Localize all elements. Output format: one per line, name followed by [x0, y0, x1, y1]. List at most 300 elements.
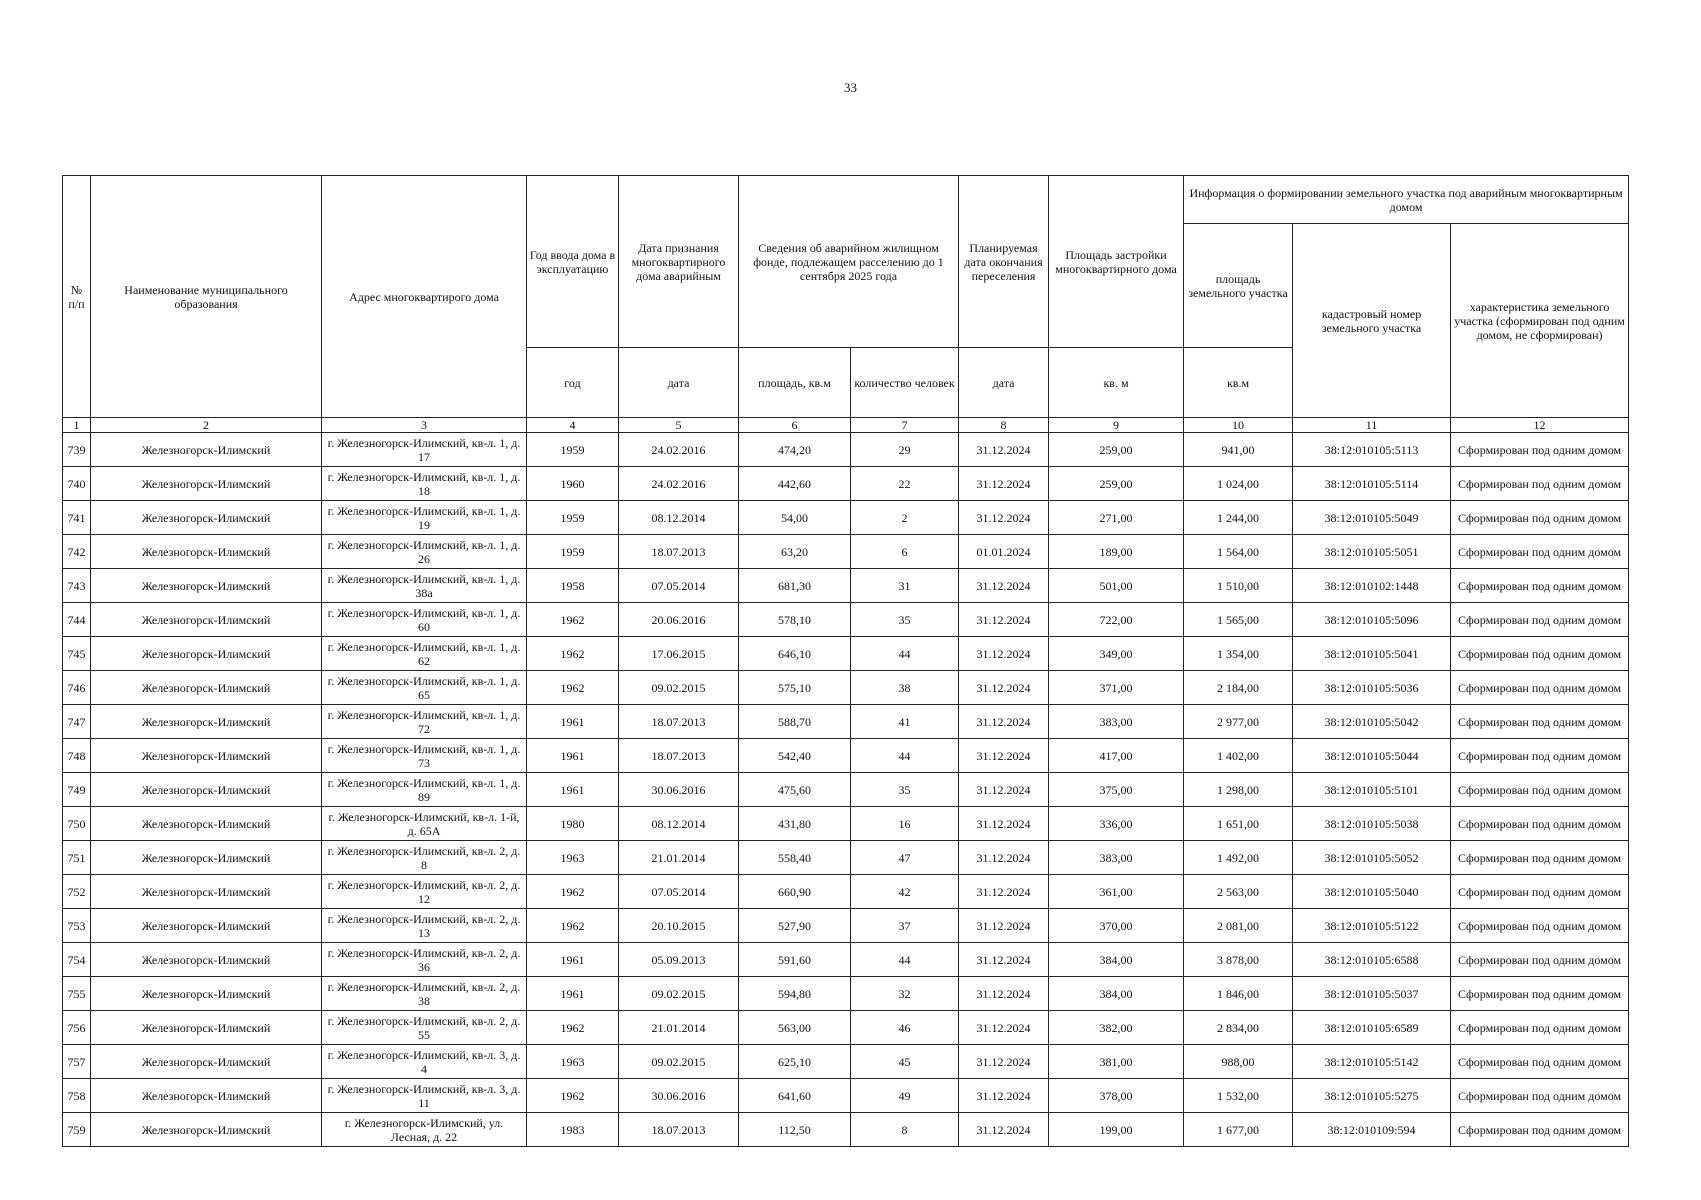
table-row [63, 909, 1629, 943]
year-built: 1962 [527, 1011, 619, 1045]
date-emergency: 20.06.2016 [619, 603, 739, 637]
planned-date: 31.12.2024 [959, 977, 1049, 1011]
year-built: 1963 [527, 841, 619, 875]
date-emergency: 18.07.2013 [619, 1113, 739, 1147]
land-characteristic: Сформирован под одним домом [1451, 1079, 1629, 1113]
land-area: 1 492,00 [1184, 841, 1293, 875]
land-characteristic: Сформирован под одним домом [1451, 603, 1629, 637]
land-characteristic: Сформирован под одним домом [1451, 841, 1629, 875]
planned-date: 31.12.2024 [959, 1113, 1049, 1147]
row-number: 753 [63, 909, 91, 943]
fund-area: 542,40 [739, 739, 851, 773]
planned-date: 31.12.2024 [959, 637, 1049, 671]
date-emergency: 30.06.2016 [619, 1079, 739, 1113]
date-emergency: 09.02.2015 [619, 1045, 739, 1079]
land-area: 1 244,00 [1184, 501, 1293, 535]
municipality: Железногорск-Илимский [91, 705, 322, 739]
land-characteristic: Сформирован под одним домом [1451, 501, 1629, 535]
building-area: 378,00 [1049, 1079, 1184, 1113]
table-row [63, 535, 1629, 569]
building-area: 501,00 [1049, 569, 1184, 603]
address: г. Железногорск-Илимский, ул. Лесная, д. 22 [322, 1113, 527, 1147]
people-count: 8 [851, 1113, 959, 1147]
building-area: 722,00 [1049, 603, 1184, 637]
fund-area: 588,70 [739, 705, 851, 739]
row-number: 743 [63, 569, 91, 603]
planned-date: 31.12.2024 [959, 807, 1049, 841]
table-row [63, 1011, 1629, 1045]
year-built: 1962 [527, 603, 619, 637]
cadastral-number: 38:12:010105:5036 [1293, 671, 1451, 705]
date-emergency: 21.01.2014 [619, 841, 739, 875]
building-area: 259,00 [1049, 467, 1184, 501]
land-area: 2 977,00 [1184, 705, 1293, 739]
row-number: 756 [63, 1011, 91, 1045]
address: г. Железногорск-Илимский, кв-л. 1, д. 65 [322, 671, 527, 705]
people-count: 42 [851, 875, 959, 909]
address: г. Железногорск-Илимский, кв-л. 3, д. 4 [322, 1045, 527, 1079]
land-area: 2 081,00 [1184, 909, 1293, 943]
fund-area: 575,10 [739, 671, 851, 705]
date-emergency: 18.07.2013 [619, 739, 739, 773]
land-characteristic: Сформирован под одним домом [1451, 739, 1629, 773]
address: г. Железногорск-Илимский, кв-л. 1, д. 18 [322, 467, 527, 501]
planned-date: 31.12.2024 [959, 1011, 1049, 1045]
cadastral-number: 38:12:010105:5051 [1293, 535, 1451, 569]
planned-date: 31.12.2024 [959, 739, 1049, 773]
page-number: 33 [844, 80, 857, 95]
row-number: 746 [63, 671, 91, 705]
table-row [63, 739, 1629, 773]
land-area: 1 354,00 [1184, 637, 1293, 671]
land-area: 1 510,00 [1184, 569, 1293, 603]
header-num: № п/п [63, 176, 91, 418]
planned-date: 31.12.2024 [959, 467, 1049, 501]
municipality: Железногорск-Илимский [91, 433, 322, 467]
municipality: Железногорск-Илимский [91, 773, 322, 807]
land-characteristic: Сформирован под одним домом [1451, 705, 1629, 739]
row-number: 747 [63, 705, 91, 739]
land-characteristic: Сформирован под одним домом [1451, 875, 1629, 909]
planned-date: 31.12.2024 [959, 569, 1049, 603]
address: г. Железногорск-Илимский, кв-л. 3, д. 11 [322, 1079, 527, 1113]
building-area: 349,00 [1049, 637, 1184, 671]
municipality: Железногорск-Илимский [91, 535, 322, 569]
fund-area: 112,50 [739, 1113, 851, 1147]
fund-area: 475,60 [739, 773, 851, 807]
fund-area: 660,90 [739, 875, 851, 909]
year-built: 1962 [527, 909, 619, 943]
people-count: 38 [851, 671, 959, 705]
unit-area: площадь, кв.м [739, 348, 851, 418]
date-emergency: 05.09.2013 [619, 943, 739, 977]
land-area: 1 564,00 [1184, 535, 1293, 569]
building-area: 199,00 [1049, 1113, 1184, 1147]
table-row [63, 705, 1629, 739]
unit-kvm-land: кв.м [1184, 348, 1293, 418]
row-number: 744 [63, 603, 91, 637]
address: г. Железногорск-Илимский, кв-л. 2, д. 38 [322, 977, 527, 1011]
building-area: 417,00 [1049, 739, 1184, 773]
land-characteristic: Сформирован под одним домом [1451, 1113, 1629, 1147]
fund-area: 54,00 [739, 501, 851, 535]
municipality: Железногорск-Илимский [91, 1079, 322, 1113]
year-built: 1958 [527, 569, 619, 603]
fund-area: 641,60 [739, 1079, 851, 1113]
column-number-row [63, 418, 1629, 433]
table-row [63, 1113, 1629, 1147]
planned-date: 31.12.2024 [959, 943, 1049, 977]
land-area: 941,00 [1184, 433, 1293, 467]
planned-date: 31.12.2024 [959, 773, 1049, 807]
land-characteristic: Сформирован под одним домом [1451, 535, 1629, 569]
address: г. Железногорск-Илимский, кв-л. 1, д. 19 [322, 501, 527, 535]
header-address: Адрес многоквартирого дома [322, 176, 527, 418]
column-number: 12 [1451, 418, 1629, 433]
building-area: 382,00 [1049, 1011, 1184, 1045]
year-built: 1962 [527, 671, 619, 705]
fund-area: 563,00 [739, 1011, 851, 1045]
column-number: 6 [739, 418, 851, 433]
year-built: 1961 [527, 773, 619, 807]
land-area: 1 651,00 [1184, 807, 1293, 841]
people-count: 35 [851, 603, 959, 637]
year-built: 1961 [527, 977, 619, 1011]
header-date-emergency: Дата признания многоквартирного дома аварийным [619, 176, 739, 348]
municipality: Железногорск-Илимский [91, 467, 322, 501]
people-count: 2 [851, 501, 959, 535]
land-area: 2 834,00 [1184, 1011, 1293, 1045]
land-area: 1 846,00 [1184, 977, 1293, 1011]
municipality: Железногорск-Илимский [91, 1011, 322, 1045]
people-count: 29 [851, 433, 959, 467]
address: г. Железногорск-Илимский, кв-л. 2, д. 12 [322, 875, 527, 909]
municipality: Железногорск-Илимский [91, 739, 322, 773]
land-area: 988,00 [1184, 1045, 1293, 1079]
fund-area: 591,60 [739, 943, 851, 977]
header-building-area: Площадь застройки многоквартирного дома [1049, 176, 1184, 348]
header-land-info: Информация о формировании земельного участка под аварийным многоквартирным домом [1184, 176, 1629, 224]
column-number: 3 [322, 418, 527, 433]
people-count: 47 [851, 841, 959, 875]
cadastral-number: 38:12:010105:5042 [1293, 705, 1451, 739]
row-number: 754 [63, 943, 91, 977]
address: г. Железногорск-Илимский, кв-л. 1, д. 17 [322, 433, 527, 467]
year-built: 1961 [527, 943, 619, 977]
year-built: 1959 [527, 501, 619, 535]
building-area: 383,00 [1049, 841, 1184, 875]
date-emergency: 08.12.2014 [619, 501, 739, 535]
row-number: 752 [63, 875, 91, 909]
building-area: 375,00 [1049, 773, 1184, 807]
column-number: 1 [63, 418, 91, 433]
people-count: 37 [851, 909, 959, 943]
building-area: 370,00 [1049, 909, 1184, 943]
cadastral-number: 38:12:010105:6589 [1293, 1011, 1451, 1045]
people-count: 22 [851, 467, 959, 501]
fund-area: 625,10 [739, 1045, 851, 1079]
table-row [63, 773, 1629, 807]
date-emergency: 07.05.2014 [619, 875, 739, 909]
land-area: 1 298,00 [1184, 773, 1293, 807]
row-number: 750 [63, 807, 91, 841]
people-count: 41 [851, 705, 959, 739]
cadastral-number: 38:12:010105:5122 [1293, 909, 1451, 943]
table-row [63, 1045, 1629, 1079]
row-number: 749 [63, 773, 91, 807]
fund-area: 681,30 [739, 569, 851, 603]
date-emergency: 17.06.2015 [619, 637, 739, 671]
fund-area: 594,80 [739, 977, 851, 1011]
table-row [63, 943, 1629, 977]
cadastral-number: 38:12:010105:5044 [1293, 739, 1451, 773]
column-number: 8 [959, 418, 1049, 433]
land-area: 1 677,00 [1184, 1113, 1293, 1147]
building-area: 189,00 [1049, 535, 1184, 569]
column-number: 9 [1049, 418, 1184, 433]
unit-date: дата [619, 348, 739, 418]
municipality: Железногорск-Илимский [91, 637, 322, 671]
land-characteristic: Сформирован под одним домом [1451, 943, 1629, 977]
fund-area: 442,60 [739, 467, 851, 501]
planned-date: 31.12.2024 [959, 705, 1049, 739]
date-emergency: 21.01.2014 [619, 1011, 739, 1045]
address: г. Железногорск-Илимский, кв-л. 1, д. 73 [322, 739, 527, 773]
year-built: 1962 [527, 875, 619, 909]
people-count: 45 [851, 1045, 959, 1079]
table-row [63, 467, 1629, 501]
land-area: 2 184,00 [1184, 671, 1293, 705]
land-characteristic: Сформирован под одним домом [1451, 1011, 1629, 1045]
column-number: 11 [1293, 418, 1451, 433]
row-number: 745 [63, 637, 91, 671]
table-row [63, 1079, 1629, 1113]
planned-date: 31.12.2024 [959, 671, 1049, 705]
row-number: 755 [63, 977, 91, 1011]
cadastral-number: 38:12:010105:5101 [1293, 773, 1451, 807]
people-count: 44 [851, 943, 959, 977]
year-built: 1959 [527, 433, 619, 467]
planned-date: 31.12.2024 [959, 501, 1049, 535]
municipality: Железногорск-Илимский [91, 1045, 322, 1079]
address: г. Железногорск-Илимский, кв-л. 1, д. 89 [322, 773, 527, 807]
cadastral-number: 38:12:010105:5038 [1293, 807, 1451, 841]
municipality: Железногорск-Илимский [91, 807, 322, 841]
year-built: 1960 [527, 467, 619, 501]
building-area: 371,00 [1049, 671, 1184, 705]
header-planned-date: Планируемая дата окончания переселения [959, 176, 1049, 348]
planned-date: 31.12.2024 [959, 433, 1049, 467]
land-characteristic: Сформирован под одним домом [1451, 569, 1629, 603]
people-count: 32 [851, 977, 959, 1011]
land-area: 1 402,00 [1184, 739, 1293, 773]
cadastral-number: 38:12:010105:6588 [1293, 943, 1451, 977]
address: г. Железногорск-Илимский, кв-л. 2, д. 8 [322, 841, 527, 875]
land-area: 1 532,00 [1184, 1079, 1293, 1113]
address: г. Железногорск-Илимский, кв-л. 1, д. 72 [322, 705, 527, 739]
date-emergency: 18.07.2013 [619, 705, 739, 739]
cadastral-number: 38:12:010109:594 [1293, 1113, 1451, 1147]
date-emergency: 24.02.2016 [619, 467, 739, 501]
year-built: 1980 [527, 807, 619, 841]
planned-date: 31.12.2024 [959, 841, 1049, 875]
address: г. Железногорск-Илимский, кв-л. 2, д. 13 [322, 909, 527, 943]
year-built: 1959 [527, 535, 619, 569]
table-body [63, 433, 1629, 1147]
year-built: 1983 [527, 1113, 619, 1147]
building-area: 384,00 [1049, 943, 1184, 977]
cadastral-number: 38:12:010105:5142 [1293, 1045, 1451, 1079]
land-characteristic: Сформирован под одним домом [1451, 807, 1629, 841]
cadastral-number: 38:12:010105:5114 [1293, 467, 1451, 501]
cadastral-number: 38:12:010105:5049 [1293, 501, 1451, 535]
row-number: 748 [63, 739, 91, 773]
table-header [63, 176, 1629, 433]
date-emergency: 18.07.2013 [619, 535, 739, 569]
municipality: Железногорск-Илимский [91, 501, 322, 535]
people-count: 44 [851, 637, 959, 671]
fund-area: 431,80 [739, 807, 851, 841]
column-number: 4 [527, 418, 619, 433]
year-built: 1962 [527, 637, 619, 671]
year-built: 1961 [527, 705, 619, 739]
land-characteristic: Сформирован под одним домом [1451, 909, 1629, 943]
fund-area: 558,40 [739, 841, 851, 875]
header-land-area: площадь земельного участка [1184, 224, 1293, 348]
date-emergency: 09.02.2015 [619, 671, 739, 705]
land-area: 1 565,00 [1184, 603, 1293, 637]
cadastral-number: 38:12:010102:1448 [1293, 569, 1451, 603]
fund-area: 578,10 [739, 603, 851, 637]
row-number: 742 [63, 535, 91, 569]
header-year-built: Год ввода дома в эксплуатацию [527, 176, 619, 348]
table-row [63, 433, 1629, 467]
row-number: 739 [63, 433, 91, 467]
planned-date: 31.12.2024 [959, 603, 1049, 637]
land-characteristic: Сформирован под одним домом [1451, 637, 1629, 671]
table-row [63, 671, 1629, 705]
cadastral-number: 38:12:010105:5275 [1293, 1079, 1451, 1113]
municipality: Железногорск-Илимский [91, 569, 322, 603]
land-characteristic: Сформирован под одним домом [1451, 977, 1629, 1011]
header-fund-info: Сведения об аварийном жилищном фонде, подлежащем расселению до 1 сентября 2025 года [739, 176, 959, 348]
land-characteristic: Сформирован под одним домом [1451, 433, 1629, 467]
table-row [63, 603, 1629, 637]
planned-date: 31.12.2024 [959, 909, 1049, 943]
date-emergency: 30.06.2016 [619, 773, 739, 807]
people-count: 44 [851, 739, 959, 773]
column-number: 2 [91, 418, 322, 433]
people-count: 46 [851, 1011, 959, 1045]
land-area: 3 878,00 [1184, 943, 1293, 977]
address: г. Железногорск-Илимский, кв-л. 1-й, д. 65А [322, 807, 527, 841]
table-row [63, 875, 1629, 909]
header-municipality: Наименование муниципального образования [91, 176, 322, 418]
planned-date: 01.01.2024 [959, 535, 1049, 569]
row-number: 740 [63, 467, 91, 501]
cadastral-number: 38:12:010105:5113 [1293, 433, 1451, 467]
building-area: 361,00 [1049, 875, 1184, 909]
land-area: 1 024,00 [1184, 467, 1293, 501]
column-number: 5 [619, 418, 739, 433]
column-number: 7 [851, 418, 959, 433]
table-row [63, 637, 1629, 671]
land-characteristic: Сформирован под одним домом [1451, 773, 1629, 807]
date-emergency: 08.12.2014 [619, 807, 739, 841]
emergency-housing-table [62, 175, 1629, 1147]
land-characteristic: Сформирован под одним домом [1451, 671, 1629, 705]
municipality: Железногорск-Илимский [91, 603, 322, 637]
year-built: 1961 [527, 739, 619, 773]
people-count: 49 [851, 1079, 959, 1113]
fund-area: 474,20 [739, 433, 851, 467]
planned-date: 31.12.2024 [959, 875, 1049, 909]
land-characteristic: Сформирован под одним домом [1451, 467, 1629, 501]
column-number: 10 [1184, 418, 1293, 433]
date-emergency: 09.02.2015 [619, 977, 739, 1011]
cadastral-number: 38:12:010105:5040 [1293, 875, 1451, 909]
municipality: Железногорск-Илимский [91, 671, 322, 705]
address: г. Железногорск-Илимский, кв-л. 2, д. 55 [322, 1011, 527, 1045]
row-number: 759 [63, 1113, 91, 1147]
unit-people: количество человек [851, 348, 959, 418]
fund-area: 63,20 [739, 535, 851, 569]
table-row [63, 841, 1629, 875]
planned-date: 31.12.2024 [959, 1079, 1049, 1113]
building-area: 336,00 [1049, 807, 1184, 841]
address: г. Железногорск-Илимский, кв-л. 1, д. 26 [322, 535, 527, 569]
people-count: 35 [851, 773, 959, 807]
people-count: 16 [851, 807, 959, 841]
municipality: Железногорск-Илимский [91, 943, 322, 977]
unit-date-planned: дата [959, 348, 1049, 418]
row-number: 751 [63, 841, 91, 875]
cadastral-number: 38:12:010105:5052 [1293, 841, 1451, 875]
address: г. Железногорск-Илимский, кв-л. 1, д. 38а [322, 569, 527, 603]
land-characteristic: Сформирован под одним домом [1451, 1045, 1629, 1079]
table-row [63, 807, 1629, 841]
building-area: 383,00 [1049, 705, 1184, 739]
building-area: 384,00 [1049, 977, 1184, 1011]
cadastral-number: 38:12:010105:5096 [1293, 603, 1451, 637]
municipality: Железногорск-Илимский [91, 875, 322, 909]
row-number: 741 [63, 501, 91, 535]
date-emergency: 07.05.2014 [619, 569, 739, 603]
year-built: 1963 [527, 1045, 619, 1079]
row-number: 757 [63, 1045, 91, 1079]
cadastral-number: 38:12:010105:5041 [1293, 637, 1451, 671]
municipality: Железногорск-Илимский [91, 909, 322, 943]
building-area: 271,00 [1049, 501, 1184, 535]
municipality: Железногорск-Илимский [91, 977, 322, 1011]
land-area: 2 563,00 [1184, 875, 1293, 909]
address: г. Железногорск-Илимский, кв-л. 1, д. 60 [322, 603, 527, 637]
date-emergency: 24.02.2016 [619, 433, 739, 467]
fund-area: 646,10 [739, 637, 851, 671]
row-number: 758 [63, 1079, 91, 1113]
table-row [63, 569, 1629, 603]
people-count: 31 [851, 569, 959, 603]
address: г. Железногорск-Илимский, кв-л. 1, д. 62 [322, 637, 527, 671]
municipality: Железногорск-Илимский [91, 1113, 322, 1147]
year-built: 1962 [527, 1079, 619, 1113]
address: г. Железногорск-Илимский, кв-л. 2, д. 36 [322, 943, 527, 977]
header-cadastral: кадастровый номер земельного участка [1293, 224, 1451, 418]
header-land-char: характеристика земельного участка (сформирован под одним домом, не сформирован) [1451, 224, 1629, 418]
unit-kvm: кв. м [1049, 348, 1184, 418]
table-row [63, 501, 1629, 535]
cadastral-number: 38:12:010105:5037 [1293, 977, 1451, 1011]
